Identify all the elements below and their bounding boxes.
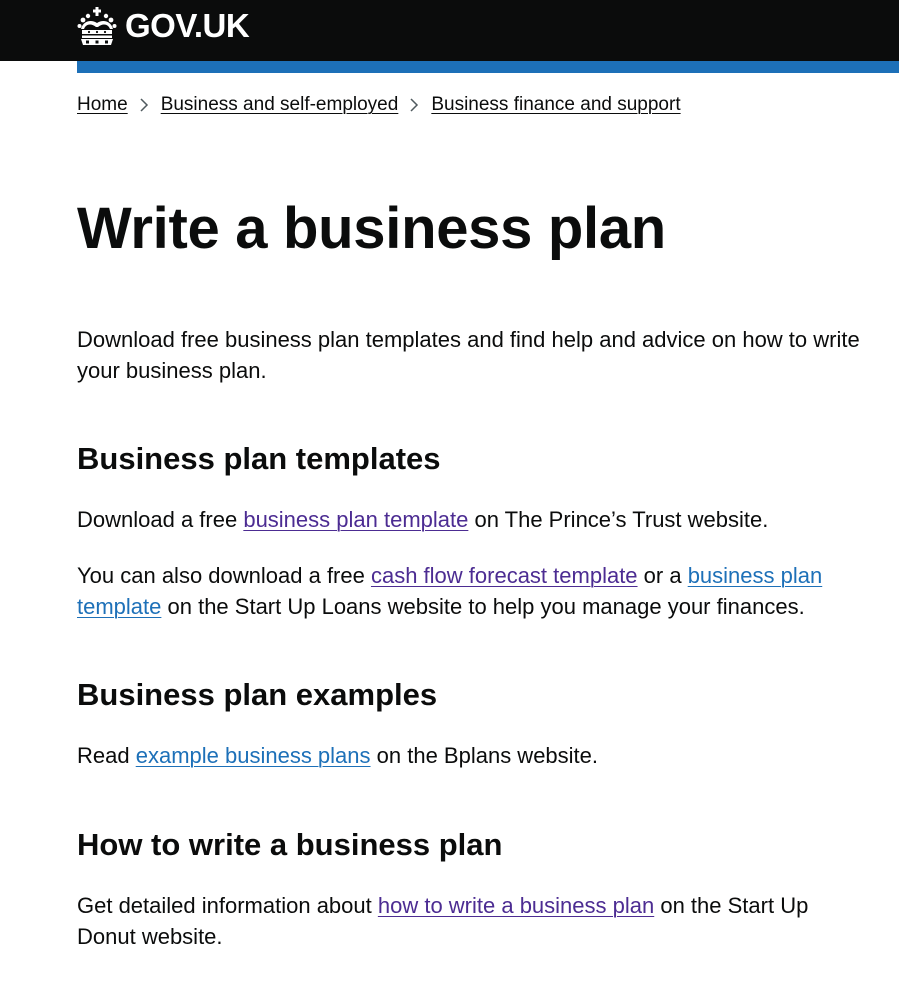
breadcrumb-business-self-employed[interactable]: Business and self-employed (160, 94, 399, 115)
text: on The Prince’s Trust website. (468, 507, 769, 532)
business-plan-template-link[interactable]: business plan template (243, 507, 469, 532)
header-accent-bar (77, 61, 899, 73)
section-heading-examples: Business plan examples (77, 677, 438, 712)
site-header (0, 0, 899, 61)
cash-flow-forecast-template-link[interactable]: cash flow forecast template (370, 563, 638, 588)
logo-text: GOV.UK (125, 7, 250, 44)
section-heading-how-to: How to write a business plan (77, 827, 503, 862)
text: You can also download a free (77, 563, 371, 588)
breadcrumb-home[interactable]: Home (77, 94, 128, 115)
examples-paragraph (77, 740, 867, 771)
lead-paragraph: Download free business plan templates and find help and advice on how to write your business plan. (77, 327, 860, 383)
crown-icon (77, 7, 117, 45)
example-business-plans-link[interactable]: example business plans (135, 743, 371, 768)
chevron-right-icon (139, 98, 149, 112)
text: or a (637, 563, 688, 588)
page-title: Write a business plan (77, 196, 666, 261)
text: on the Start Up Loans website to help you manage your finances. (161, 594, 805, 619)
templates-paragraph-2 (77, 560, 867, 622)
text: on the Bplans website. (370, 743, 599, 768)
how-to-write-business-plan-link[interactable]: how to write a business plan (377, 893, 655, 918)
templates-paragraph-1 (77, 504, 867, 535)
chevron-right-icon (409, 98, 419, 112)
startup-loans-business-plan-template-link[interactable]: business plan template (77, 563, 823, 619)
govuk-logo-link[interactable] (77, 7, 249, 45)
text: Download a free (77, 507, 244, 532)
text: on the Start Up Donut website. (77, 893, 809, 949)
section-heading-templates: Business plan templates (77, 441, 441, 476)
how-to-paragraph (77, 890, 867, 952)
breadcrumb (77, 92, 681, 117)
text: Read (77, 743, 136, 768)
text: Get detailed information about (77, 893, 378, 918)
breadcrumb-business-finance-support[interactable]: Business finance and support (431, 94, 681, 115)
